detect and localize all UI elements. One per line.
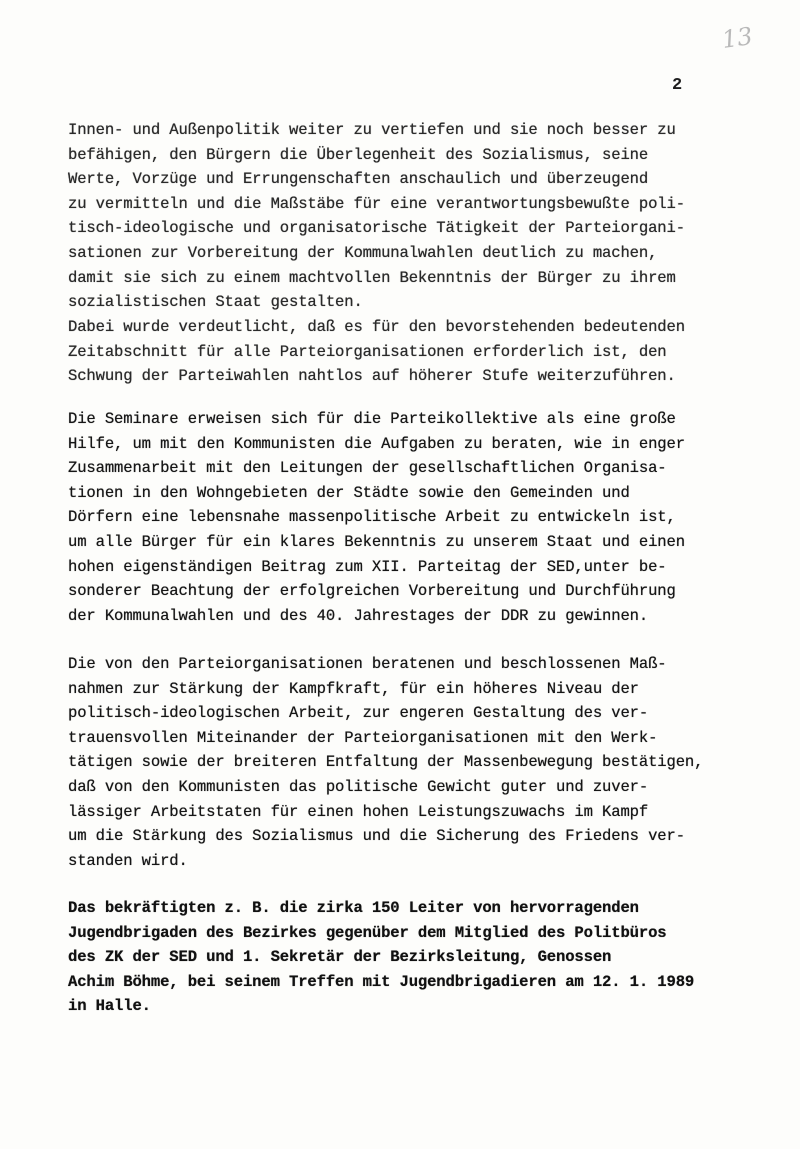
text-line: nahmen zur Stärkung der Kampfkraft, für ein höheres Niveau der — [68, 679, 639, 698]
text-line: Werte, Vorzüge und Errungenschaften anschaulich und überzeugend — [68, 170, 649, 189]
text-line: sationen zur Vorbereitung der Kommunalwahlen deutlich zu machen, — [68, 243, 658, 262]
text-line: Das bekräftigten z. B. die zirka 150 Leiter von hervorragenden — [68, 899, 639, 917]
text-line: tisch-ideologische und organisatorische Tätigkeit der Parteiorgani- — [68, 219, 685, 238]
text-line: standen wird. — [68, 851, 188, 870]
text-line: tionen in den Wohngebieten der Städte sowie den Gemeinden und — [68, 483, 630, 502]
text-line: um die Stärkung des Sozialismus und die Sicherung des Friedens ver- — [68, 827, 685, 846]
text-line: Die Seminare erweisen sich für die Parteikollektive als eine große — [68, 410, 676, 428]
text-line: Schwung der Parteiwahlen nahtlos auf höherer Stufe weiterzuführen. — [68, 367, 676, 386]
text-line: des ZK der SED und 1. Sekretär der Bezirksleitung, Genossen — [68, 948, 612, 967]
text-line: zu vermitteln und die Maßstäbe für eine verantwortungsbewußte poli- — [68, 194, 685, 213]
page-number: 2 — [672, 76, 683, 95]
text-line: trauensvollen Miteinander der Parteiorganisationen mit den Werk- — [68, 728, 658, 747]
text-line: lässiger Arbeitstaten für einen hohen Leistungszuwachs im Kampf — [68, 802, 649, 821]
paragraph-5 — [68, 896, 788, 1019]
text-line: hohen eigenständigen Beitrag zum XII. Parteitag der SED,unter be- — [68, 557, 667, 576]
text-line: daß von den Kommunisten das politische Gewicht guter und zuver- — [68, 777, 649, 796]
text-line: Hilfe, um mit den Kommunisten die Aufgaben zu beraten, wie in enger — [68, 434, 685, 453]
text-line: damit sie sich zu einem machtvollen Bekenntnis der Bürger zu ihrem — [68, 268, 676, 287]
text-line: politisch-ideologischen Arbeit, zur engeren Gestaltung des ver- — [68, 704, 649, 723]
archive-page-mark: 13 — [720, 22, 755, 54]
text-line: der Kommunalwahlen und des 40. Jahrestages der DDR zu gewinnen. — [68, 606, 649, 625]
text-line: Zusammenarbeit mit den Leitungen der gesellschaftlichen Organisa- — [68, 459, 667, 478]
text-line: sozialistischen Staat gestalten. — [68, 293, 363, 312]
text-line: tätigen sowie der breiteren Entfaltung der Massenbewegung bestätigen, — [68, 753, 704, 772]
text-line: Zeitabschnitt für alle Parteiorganisationen erforderlich ist, den — [68, 342, 667, 361]
text-line: Achim Böhme, bei seinem Treffen mit Jugendbrigadieren am 12. 1. 1989 — [68, 972, 695, 991]
text-line: sonderer Beachtung der erfolgreichen Vorbereitung und Durchführung — [68, 582, 676, 601]
text-line: befähigen, den Bürgern die Überlegenheit des Sozialismus, seine — [68, 145, 649, 164]
paragraph-3 — [68, 407, 788, 628]
text-line: Jugendbrigaden des Bezirkes gegenüber dem Mitglied des Politbüros — [68, 923, 667, 942]
text-line: Die von den Parteiorganisationen beratenen und beschlossenen Maß- — [68, 655, 667, 673]
text-line: in Halle. — [68, 997, 151, 1016]
paragraph-2 — [68, 315, 788, 389]
paragraph-1 — [68, 118, 788, 315]
paragraph-4 — [68, 652, 788, 873]
text-line: Dörfern eine lebensnahe massenpolitische Arbeit zu entwickeln ist, — [68, 508, 676, 527]
text-line: Innen- und Außenpolitik weiter zu vertiefen und sie noch besser zu — [68, 121, 676, 139]
text-line: Dabei wurde verdeutlicht, daß es für den bevorstehenden bedeutenden — [68, 318, 685, 336]
text-line: um alle Bürger für ein klares Bekenntnis zu unserem Staat und einen — [68, 532, 685, 551]
